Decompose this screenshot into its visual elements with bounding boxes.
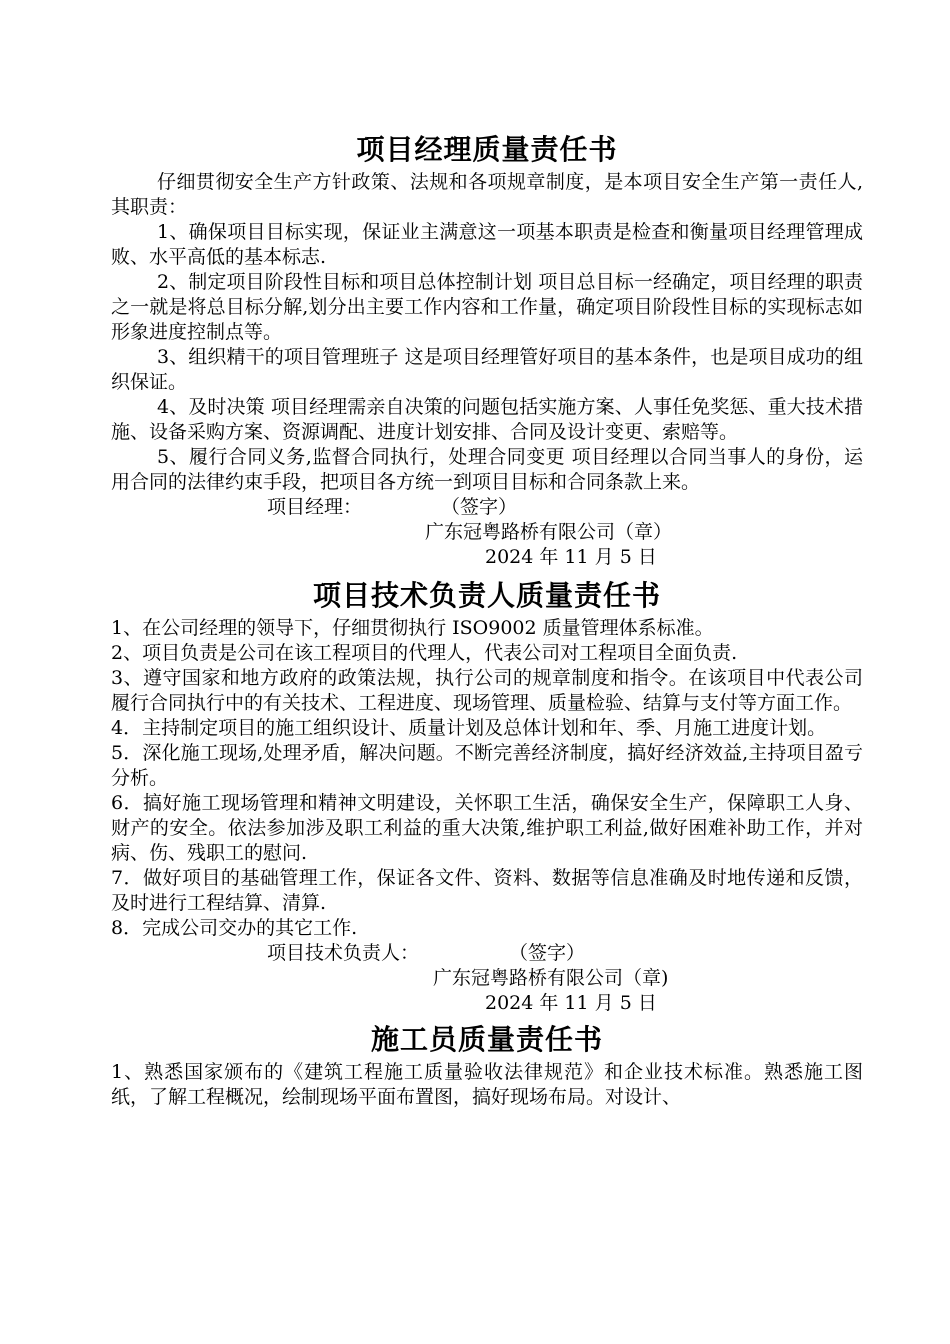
- sign-note: （签字）: [509, 942, 586, 964]
- document-content: [111, 130, 863, 1110]
- signer-label: 项目经理：: [267, 496, 363, 518]
- section-title-technical-lead: 项目技术负责人质量责任书: [312, 579, 661, 612]
- signer-label: 项目技术负责人：: [267, 942, 420, 964]
- section1-item: 1、确保项目目标实现，保证业主满意这一项基本职责是检查和衡量项目经理管理成败、水平高低的基本标志.: [111, 221, 863, 268]
- section2-signature-line: [111, 941, 863, 966]
- section1-item: 5、履行合同义务,监督合同执行，处理合同变更 项目经理以合同当事人的身份，运用合同的法律约束手段，把项目各方统一到项目目标和合同条款上来。: [111, 446, 863, 493]
- section2-item: 2、项目负责是公司在该工程项目的代理人，代表公司对工程项目全面负责.: [111, 642, 738, 664]
- company-name: 广东冠粤路桥有限公司（章）: [425, 521, 673, 543]
- section2-item: 8．完成公司交办的其它工作.: [111, 917, 358, 939]
- section1-date-line: [111, 545, 863, 570]
- section2-item: 1、在公司经理的领导下，仔细贯彻执行 ISO9002 质量管理体系标准。: [111, 617, 714, 639]
- section2-item: 5．深化施工现场,处理矛盾，解决问题。不断完善经济制度，搞好经济效益,主持项目盈亏分析。: [111, 742, 863, 789]
- section2-item: 4．主持制定项目的施工组织设计、质量计划及总体计划和年、季、月施工进度计划。: [111, 717, 827, 739]
- sign-note: （签字）: [441, 496, 518, 518]
- section1-item: 2、制定项目阶段性目标和项目总体控制计划 项目总目标一经确定，项目经理的职责之一就是将总目标分解,划分出主要工作内容和工作量，确定项目阶段性目标的实现标志如形象进度控制点等。: [111, 271, 863, 343]
- section1-item: 4、及时决策 项目经理需亲自决策的问题包括实施方案、人事任免奖惩、重大技术措施、设备采购方案、资源调配、进度计划安排、合同及设计变更、索赔等。: [111, 396, 863, 443]
- section1-intro: 仔细贯彻安全生产方针政策、法规和各项规章制度，是本项目安全生产第一责任人,其职责：: [111, 171, 863, 218]
- section-title-construction-worker: 施工员质量责任书: [370, 1023, 603, 1056]
- sign-date: 2024 年 11 月 5 日: [485, 992, 657, 1014]
- company-name: 广东冠粤路桥有限公司（章): [433, 967, 669, 989]
- section1-company-line: [111, 520, 863, 545]
- section2-company-line: [111, 966, 863, 991]
- section-title-project-manager: 项目经理质量责任书: [356, 133, 618, 166]
- section3-item: 1、熟悉国家颁布的《建筑工程施工质量验收法律规范》和企业技术标准。熟悉施工图纸，了解工程概况，绘制现场平面布置图，搞好现场布局。对设计、: [111, 1061, 863, 1108]
- section2-item: 6．搞好施工现场管理和精神文明建设，关怀职工生活，确保安全生产，保障职工人身、财产的安全。依法参加涉及职工利益的重大决策,维护职工利益,做好困难补助工作，并对病、伤、残职工的慰问.: [111, 792, 863, 864]
- section2-item: 3、遵守国家和地方政府的政策法规，执行公司的规章制度和指令。在该项目中代表公司履行合同执行中的有关技术、工程进度、现场管理、质量检验、结算与支付等方面工作。: [111, 667, 863, 714]
- section1-item: 3、组织精干的项目管理班子 这是项目经理管好项目的基本条件，也是项目成功的组织保证。: [111, 346, 863, 393]
- section1-signature-line: [111, 495, 863, 520]
- section2-date-line: [111, 991, 863, 1016]
- sign-date: 2024 年 11 月 5 日: [485, 546, 657, 568]
- section2-item: 7．做好项目的基础管理工作，保证各文件、资料、数据等信息准确及时地传递和反馈，及时进行工程结算、清算.: [111, 867, 863, 914]
